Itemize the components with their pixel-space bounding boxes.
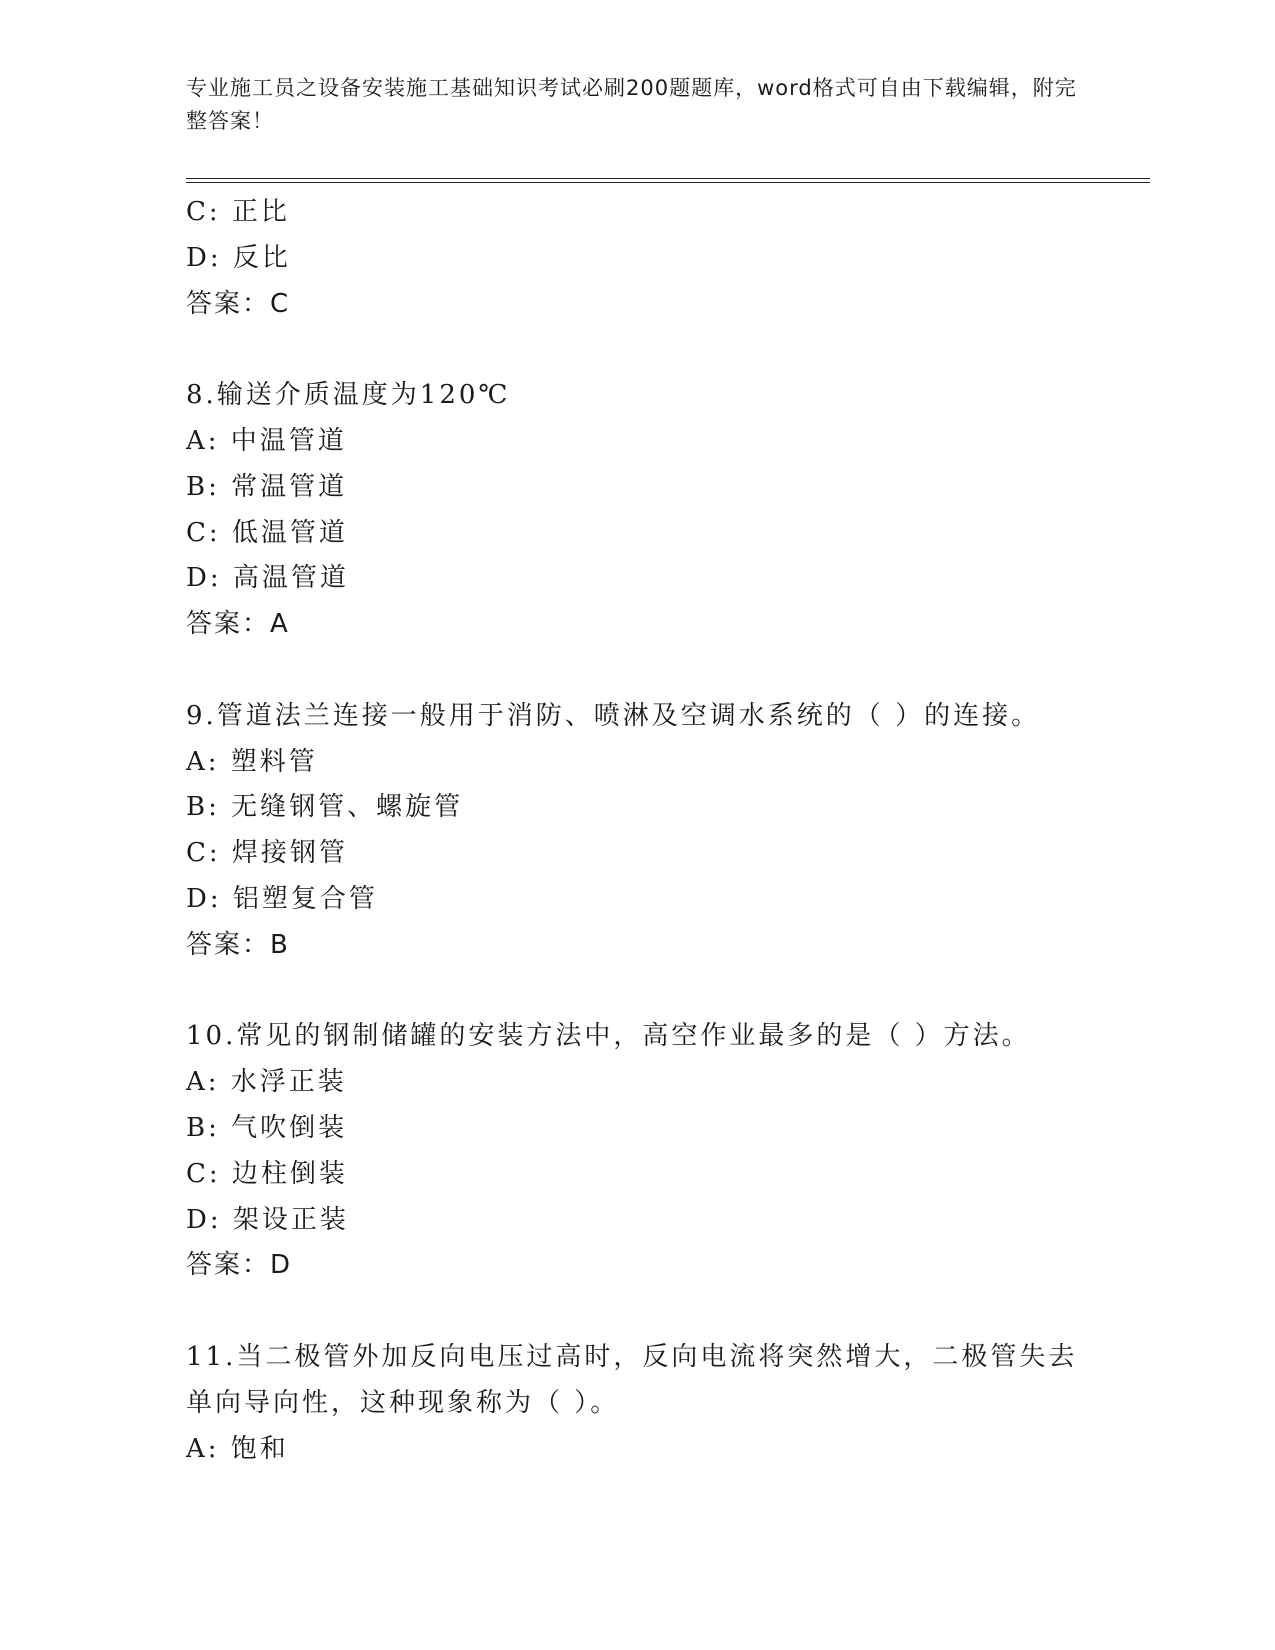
question-text: 8.输送介质温度为120℃ bbox=[186, 380, 511, 411]
option-line: A: 饱和 bbox=[186, 1433, 289, 1464]
answer-line: 答案：C bbox=[186, 288, 291, 319]
option-line: C: 正比 bbox=[186, 197, 290, 227]
option-line: A: 塑料管 bbox=[186, 746, 318, 777]
header-rule-top bbox=[186, 178, 1150, 179]
option-line: C: 边柱倒装 bbox=[186, 1158, 348, 1189]
document-header bbox=[186, 72, 1086, 138]
question-text: 9.管道法兰连接一般用于消防、喷淋及空调水系统的（ ）的连接。 bbox=[186, 700, 1041, 731]
document-title: 专业施工员之设备安装施工基础知识考试必刷200题题库，word格式可自由下载编辑，附完整答案！ bbox=[186, 76, 1077, 133]
option-line: A: 水浮正装 bbox=[186, 1067, 347, 1098]
question-text: 10.常见的钢制储罐的安装方法中，高空作业最多的是（ ）方法。 bbox=[186, 1021, 1031, 1052]
option-line: A: 中温管道 bbox=[186, 425, 347, 456]
option-line: D: 架设正装 bbox=[186, 1204, 349, 1235]
question-text-continued: 单向导向性，这种现象称为（ ）。 bbox=[186, 1387, 620, 1418]
document-body bbox=[186, 190, 1126, 1472]
option-line: D: 高温管道 bbox=[186, 563, 349, 594]
option-line: C: 低温管道 bbox=[186, 517, 348, 548]
option-line: B: 无缝钢管、螺旋管 bbox=[186, 792, 464, 823]
answer-line: 答案：D bbox=[186, 1250, 293, 1281]
header-rule-bottom bbox=[186, 182, 1150, 183]
option-line: B: 常温管道 bbox=[186, 471, 348, 502]
option-line: B: 气吹倒装 bbox=[186, 1112, 348, 1143]
answer-line: 答案：B bbox=[186, 929, 290, 960]
answer-line: 答案：A bbox=[186, 609, 290, 640]
question-text: 11.当二极管外加反向电压过高时，反向电流将突然增大，二极管失去 bbox=[186, 1341, 1078, 1372]
option-line: C: 焊接钢管 bbox=[186, 838, 348, 869]
option-line: D: 铝塑复合管 bbox=[186, 883, 378, 914]
option-line: D: 反比 bbox=[186, 242, 291, 273]
